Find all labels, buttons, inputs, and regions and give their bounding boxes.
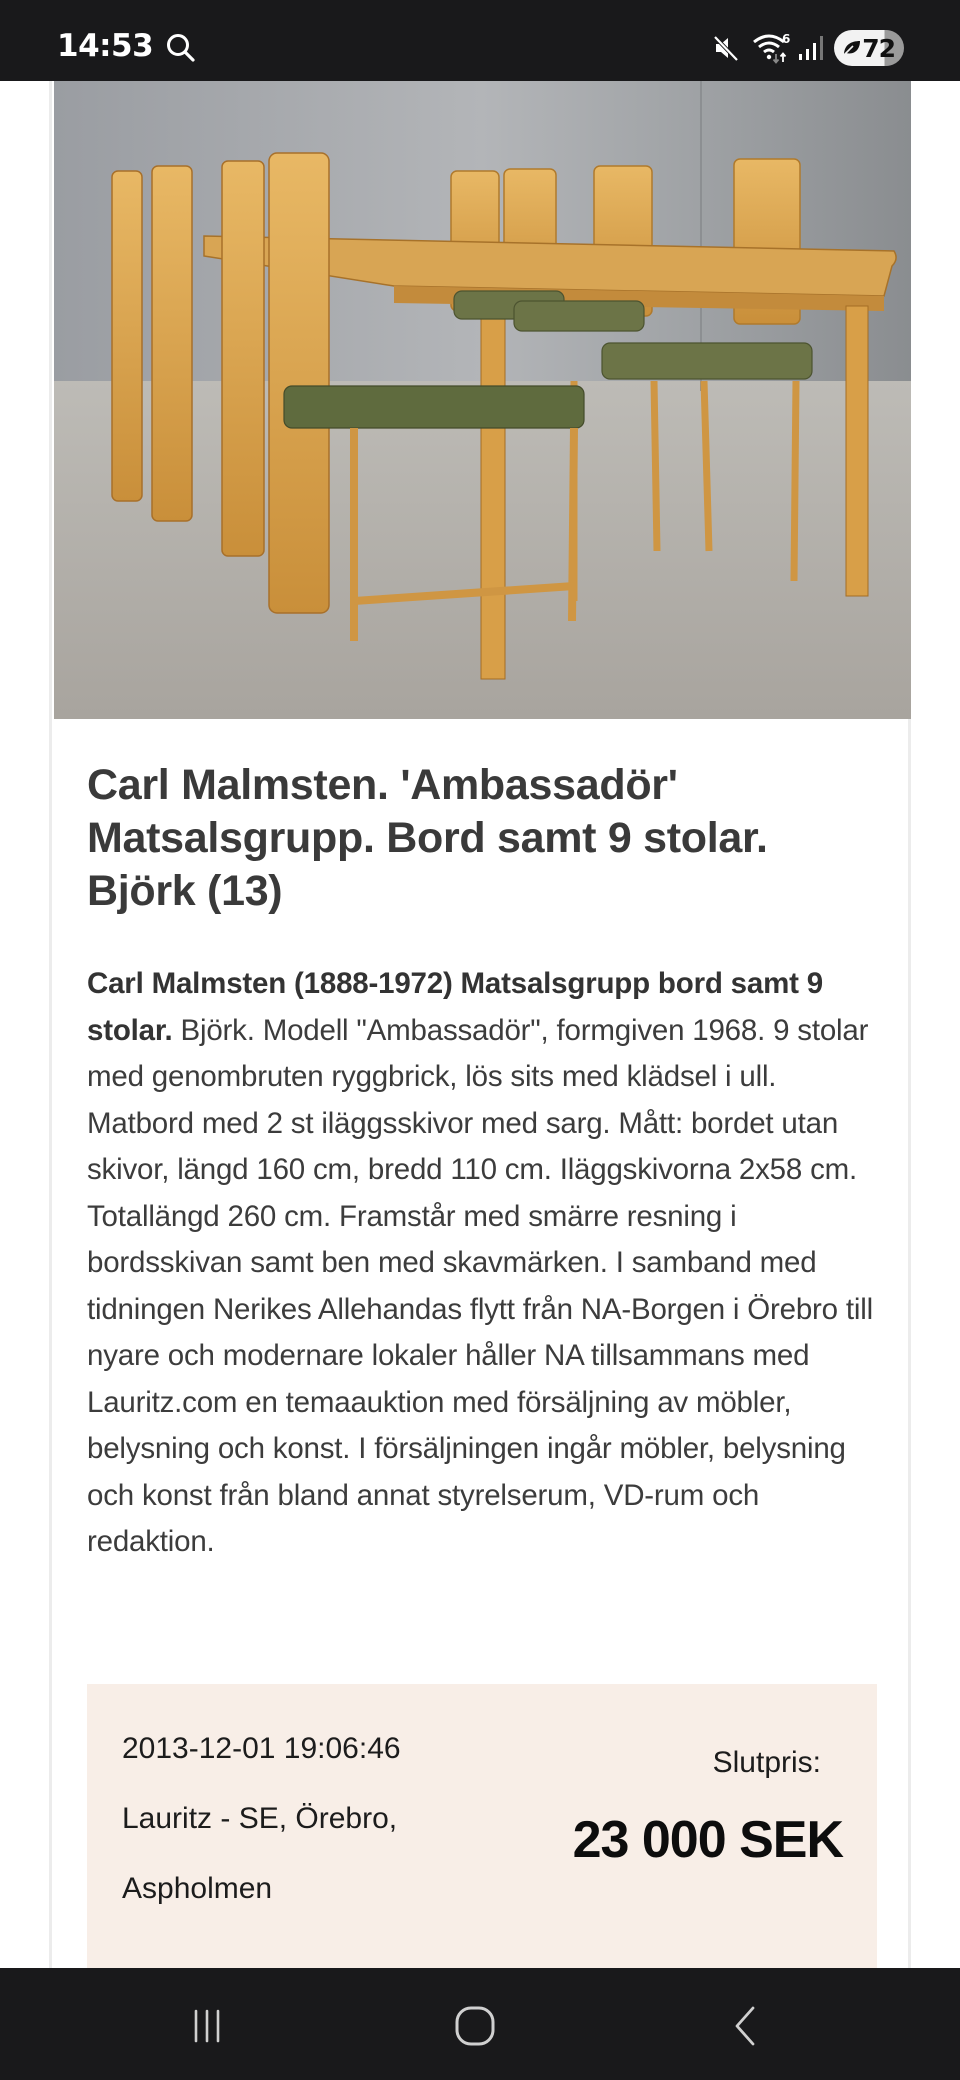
signal-icon <box>797 34 825 62</box>
sale-location: Lauritz - SE, Örebro, <box>122 1802 398 1835</box>
status-time: 14:53 <box>57 28 154 64</box>
item-description-body: Björk. Modell "Ambassadör", formgiven 1968. 9 stolar med genombruten ryggbrick, lös sits med klädsel i ull. Matbord med 2 st iläggsskivor med sarg. Mått: bordet utan skivor, längd 160 cm, bredd 110 cm. Iläggskivorna 2x58 cm. Totallängd 260 cm. Framstår med smärre resning i bordsskivan samt ben med skavmärken. I samband med tidningen Nerikes Allehandas flytt från NA-Borgen i Örebro till nyare och modernare lokaler håller NA tillsammans med Lauritz.com en temaauktion med försäljning av möbler, belysning och konst. I försäljningen ingår möbler, belysning och konst från bland annat styrelserum, VD-rum och redaktion. <box>87 1013 873 1558</box>
recents-icon <box>187 2006 227 2046</box>
battery-level: 72 <box>862 33 895 63</box>
final-price-label: Slutpris: <box>712 1746 821 1779</box>
item-description <box>87 961 887 1566</box>
sale-location-detail: Aspholmen <box>122 1872 273 1905</box>
dining-set-photo-illustration <box>54 81 911 719</box>
system-navigation-bar <box>0 1968 960 2080</box>
mute-icon <box>712 34 740 62</box>
back-chevron-icon <box>725 2004 765 2048</box>
listing-photo[interactable] <box>54 81 911 719</box>
battery-saver-leaf-icon <box>841 39 861 57</box>
sale-datetime: 2013-12-01 19:06:46 <box>122 1732 401 1765</box>
home-icon <box>453 2004 497 2048</box>
status-bar <box>0 0 960 81</box>
wifi-6-icon <box>752 30 792 66</box>
home-button[interactable] <box>445 1998 505 2054</box>
sale-info-box <box>87 1684 877 1968</box>
battery-indicator <box>834 30 904 66</box>
listing-card <box>49 81 911 1968</box>
back-button[interactable] <box>715 1998 775 2054</box>
svg-text:6: 6 <box>782 32 791 46</box>
final-price-value: 23 000 SEK <box>572 1811 843 1869</box>
search-icon <box>165 32 197 64</box>
item-title: Carl Malmsten. 'Ambassadör' Matsalsgrupp. Bord samt 9 stolar. Björk (13) <box>87 761 768 915</box>
recents-button[interactable] <box>177 1998 237 2054</box>
item-description-lead: Carl Malmsten (1888-1972) Matsalsgrupp bord samt 9 stolar. <box>87 967 823 1047</box>
listing-page[interactable] <box>0 81 960 1968</box>
